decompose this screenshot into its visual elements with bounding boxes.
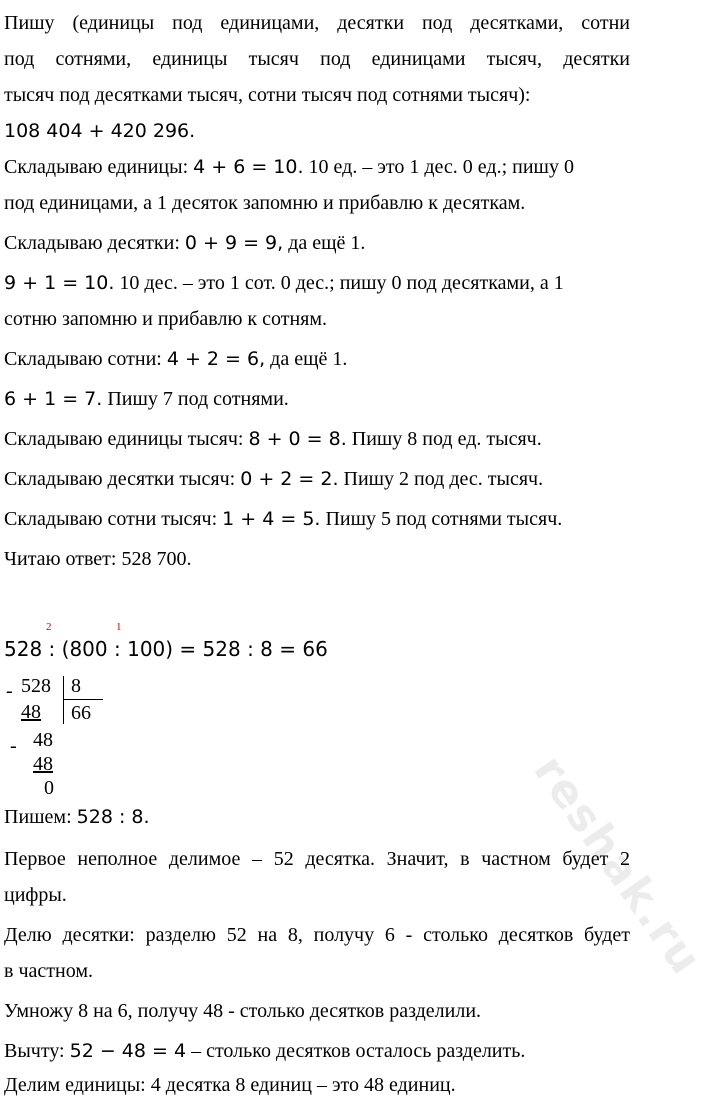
units-math: 4 + 6 = 10.: [193, 156, 304, 178]
divisor: 8: [71, 675, 81, 697]
first-partial-line-2: цифры.: [4, 884, 67, 906]
tenthousands-label: Складываю десятки тысяч:: [4, 468, 241, 490]
tens2-rest: 10 дес. – это 1 сот. 0 дес.; пишу 0 под десятками, а 1: [114, 272, 564, 294]
write-label: Пишем:: [4, 806, 77, 828]
subtract-math: 52 − 48 = 4: [69, 1040, 187, 1062]
expr-part-4: 100) = 528 : 8 = 66: [120, 637, 328, 661]
expr-part-0: 528: [4, 637, 49, 661]
hundredthousands-line: [4, 507, 562, 531]
write-line: [4, 805, 150, 829]
subtract-line: [4, 1039, 525, 1063]
hundreds-math: 4 + 2 = 6,: [166, 348, 266, 370]
tens2-line: [4, 271, 564, 295]
hundreds-rest: да ещё 1.: [265, 348, 348, 370]
expr-colon-1: :: [48, 637, 56, 661]
divide-units-line: Делим единицы: 4 десятка 8 единиц – это 48 единиц.: [4, 1074, 456, 1096]
tens2-line-2: сотню запомню и прибавлю к сотням.: [4, 308, 328, 330]
remainder-final: 0: [44, 777, 54, 799]
intro-line-2: под сотнями, единицы тысяч под единицами тысяч, десятки: [4, 48, 630, 70]
hundredthousands-math: 1 + 4 = 5.: [222, 508, 321, 530]
subtrahend-2: 48: [33, 753, 53, 775]
tenthousands-math: 0 + 2 = 2.: [240, 468, 339, 490]
dividend: 528: [21, 675, 51, 697]
order-mark-2: 2: [46, 621, 52, 633]
tens-line: [4, 231, 365, 255]
expr-part-2: (800: [55, 637, 114, 661]
intro-line-3: тысяч под десятками тысяч, сотни тысяч под сотнями тысяч):: [4, 84, 531, 106]
subtract-label: Вычту:: [4, 1040, 70, 1062]
subtract-rest: – столько десятков осталось разделить.: [186, 1040, 526, 1062]
units-line-2: под единицами, а 1 десяток запомню и прибавлю к десяткам.: [4, 192, 526, 214]
thousands-math: 8 + 0 = 8.: [248, 428, 347, 450]
hundredthousands-rest: Пишу 5 под сотнями тысяч.: [320, 508, 563, 530]
quotient: 66: [71, 702, 91, 724]
thousands-rest: Пишу 8 под ед. тысяч.: [346, 428, 542, 450]
minus-sign-2: -: [10, 735, 17, 757]
answer-line: Читаю ответ: 528 700.: [4, 548, 192, 570]
hundreds2-line: [4, 387, 289, 411]
units-rest: 10 ед. – это 1 дес. 0 ед.; пишу 0: [303, 156, 574, 178]
hundreds-line: [4, 347, 347, 371]
minus-sign-1: -: [6, 680, 13, 702]
division-bar-horizontal: [63, 699, 103, 700]
division-bar-vertical: [63, 676, 64, 724]
watermark: reshak.ru: [523, 746, 712, 985]
intro-line-1: Пишу (единицы под единицами, десятки под десятками, сотни: [4, 12, 630, 34]
thousands-line: [4, 427, 542, 451]
hundreds2-math: 6 + 1 = 7.: [4, 388, 103, 410]
remainder-1: 48: [33, 729, 53, 751]
thousands-label: Складываю единицы тысяч:: [4, 428, 249, 450]
tens-math: 0 + 9 = 9,: [184, 232, 284, 254]
order-mark-1: 1: [116, 621, 122, 633]
tenthousands-rest: Пишу 2 под дес. тысяч.: [338, 468, 544, 490]
hundreds-label: Складываю сотни:: [4, 348, 167, 370]
hundredthousands-label: Складываю сотни тысяч:: [4, 508, 223, 530]
hundreds2-rest: Пишу 7 под сотнями.: [102, 388, 289, 410]
tens-label: Складываю десятки:: [4, 232, 185, 254]
units-line-1: [4, 155, 574, 179]
tens2-math: 9 + 1 = 10.: [4, 272, 115, 294]
divide-tens-line-2: в частном.: [4, 960, 93, 982]
division-expression: [4, 637, 328, 661]
multiply-line: Умножу 8 на 6, получу 48 - столько десятков разделили.: [4, 1000, 482, 1022]
expr-colon-3: :: [113, 637, 121, 661]
divide-tens-line-1: Делю десятки: разделю 52 на 8, получу 6 - столько десятков будет: [4, 924, 630, 946]
units-label: Складываю единицы:: [4, 156, 194, 178]
write-math: 528 : 8.: [76, 806, 150, 828]
subtrahend-1: 48: [21, 701, 41, 723]
tenthousands-line: [4, 467, 543, 491]
tens-rest: да ещё 1.: [283, 232, 366, 254]
first-partial-line-1: Первое неполное делимое – 52 десятка. Значит, в частном будет 2: [4, 848, 630, 870]
addition-expression: 108 404 + 420 296.: [4, 120, 196, 142]
